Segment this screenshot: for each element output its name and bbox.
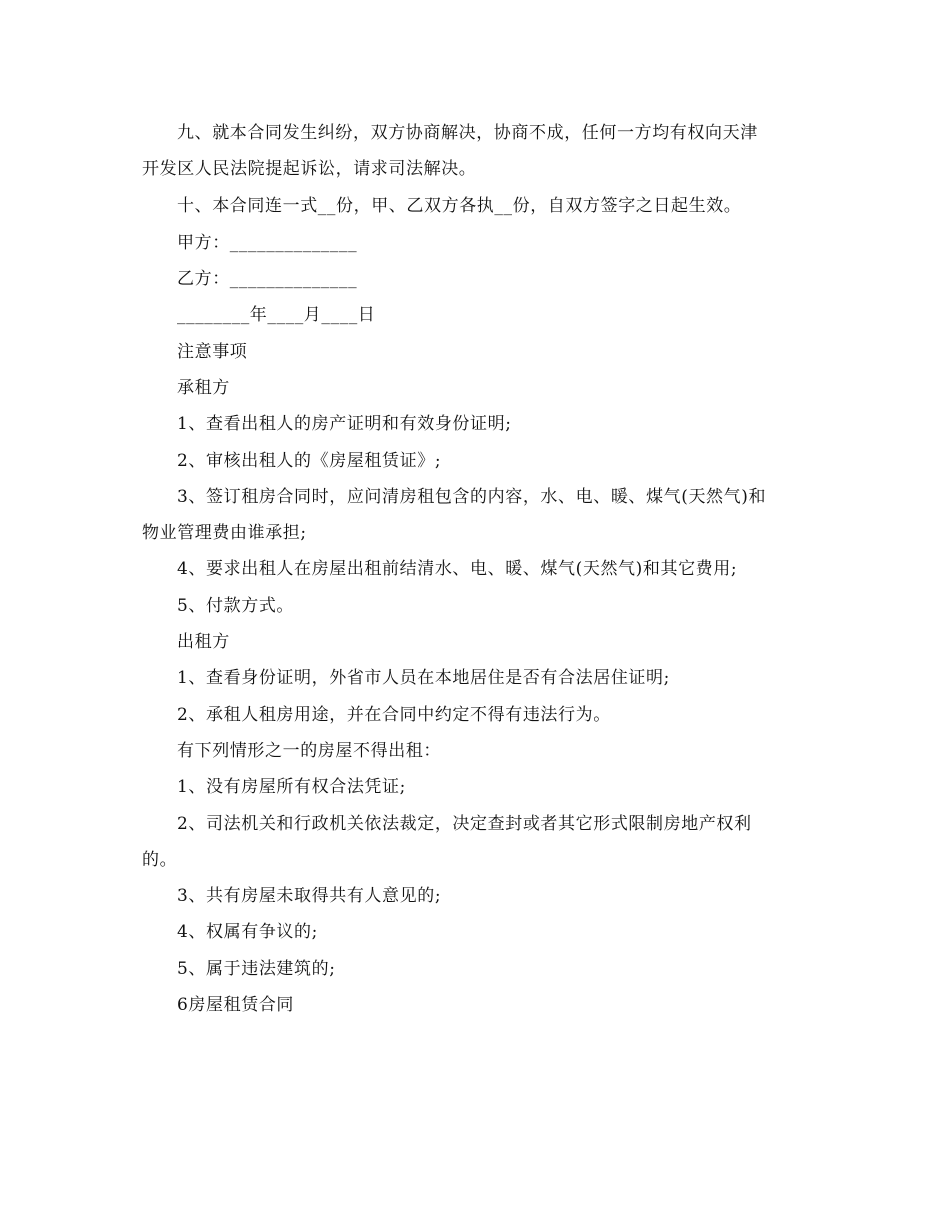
tenant-item-4: 4、要求出租人在房屋出租前结清水、电、暖、煤气(天然气)和其它费用; — [177, 559, 738, 579]
clause-9-line-1: 九、就本合同发生纠纷，双方协商解决，协商不成，任何一方均有权向天津 — [177, 123, 758, 143]
notes-heading: 注意事项 — [177, 342, 248, 362]
prohibited-heading: 有下列情形之一的房屋不得出租： — [177, 741, 441, 761]
prohibited-item-1: 1、没有房屋所有权合法凭证; — [177, 777, 406, 797]
landlord-item-2: 2、承租人租房用途，并在合同中约定不得有违法行为。 — [177, 705, 611, 725]
prohibited-item-2-line-1: 2、司法机关和行政机关依法裁定，决定查封或者其它形式限制房地产权利 — [177, 814, 752, 834]
landlord-item-1: 1、查看身份证明，外省市人员在本地居住是否有合法居住证明; — [177, 668, 670, 688]
prohibited-item-3: 3、共有房屋未取得共有人意见的; — [177, 886, 442, 906]
clause-9-line-2: 开发区人民法院提起诉讼，请求司法解决。 — [142, 159, 477, 179]
tenant-item-2: 2、审核出租人的《房屋租赁证》; — [177, 451, 442, 471]
prohibited-item-4: 4、权属有争议的; — [177, 922, 318, 942]
prohibited-item-2-line-2: 的。 — [142, 850, 178, 870]
party-a-signature: 甲方：______________ — [177, 233, 358, 253]
date-line: ________年____月____日 — [177, 305, 376, 325]
tenant-heading: 承租方 — [177, 378, 230, 398]
tenant-item-1: 1、查看出租人的房产证明和有效身份证明; — [177, 414, 512, 434]
prohibited-item-5: 5、属于违法建筑的; — [177, 959, 336, 979]
landlord-heading: 出租方 — [177, 632, 230, 652]
next-section-title: 6房屋租赁合同 — [177, 995, 295, 1015]
tenant-item-5: 5、付款方式。 — [177, 596, 295, 616]
party-b-signature: 乙方：______________ — [177, 269, 358, 289]
tenant-item-3-line-1: 3、签订租房合同时，应问清房租包含的内容，水、电、暖、煤气(天然气)和 — [177, 487, 767, 507]
tenant-item-3-line-2: 物业管理费由谁承担; — [142, 523, 307, 543]
clause-10: 十、本合同连一式__份，甲、乙双方各执__份，自双方签字之日起生效。 — [177, 196, 742, 216]
